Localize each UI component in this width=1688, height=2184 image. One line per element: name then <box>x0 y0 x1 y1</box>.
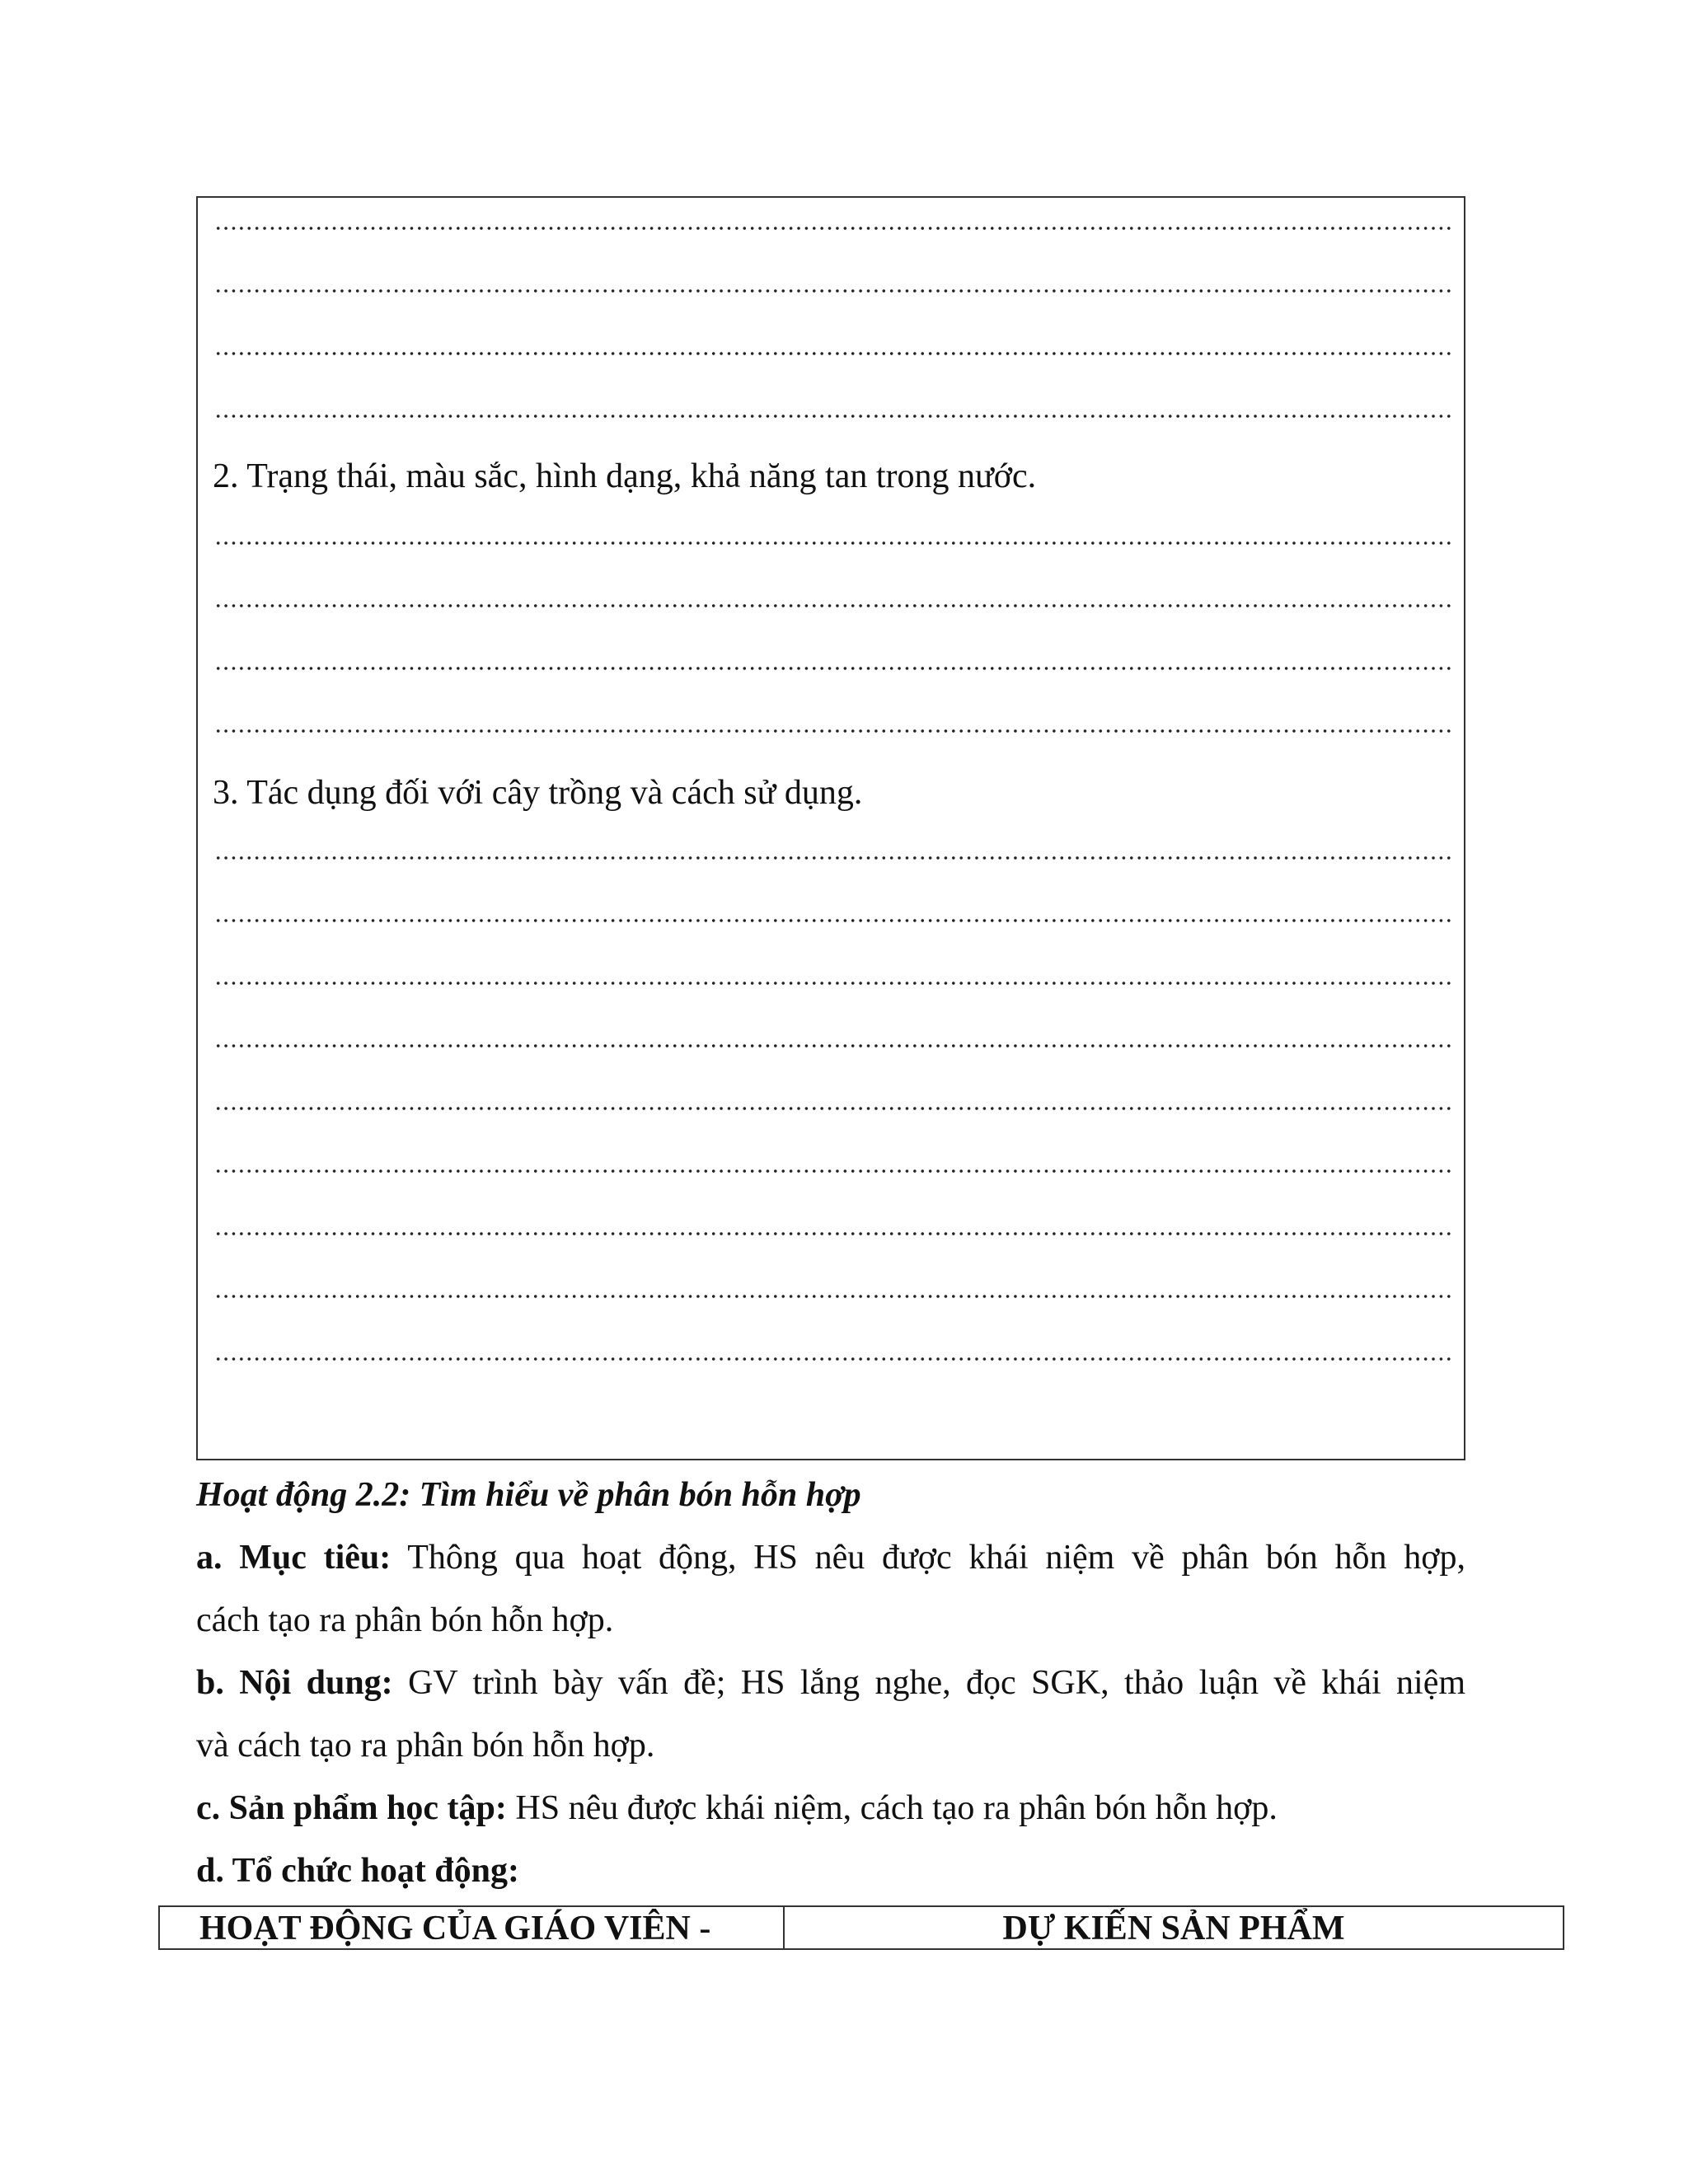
dotted-answer-line[interactable] <box>214 597 1451 615</box>
section-3-heading: 3. Tác dụng đối với cây trồng và cách sử dụng. <box>213 774 863 812</box>
content-line-2: và cách tạo ra phân bón hỗn hợp. <box>196 1727 655 1765</box>
dotted-answer-line[interactable] <box>214 534 1451 552</box>
dotted-answer-line[interactable] <box>214 722 1451 740</box>
dotted-answer-line[interactable] <box>214 344 1451 363</box>
product-label: c. Sản phẩm học tập: <box>196 1789 507 1827</box>
dotted-answer-line[interactable] <box>214 659 1451 677</box>
section-2-heading: 2. Trạng thái, màu sắc, hình dạng, khả năng tan trong nước. <box>213 457 1037 495</box>
goal-line-2: cách tạo ra phân bón hỗn hợp. <box>196 1601 614 1639</box>
expected-product-header: DỰ KIẾN SẢN PHẨM <box>1002 1910 1345 1947</box>
dotted-answer-line[interactable] <box>214 1162 1451 1180</box>
dotted-answer-line[interactable] <box>214 974 1451 992</box>
dotted-answer-line[interactable] <box>214 912 1451 930</box>
dotted-answer-line[interactable] <box>214 219 1451 237</box>
product-line <box>196 1777 1278 1840</box>
activity-table-header <box>158 1905 1564 1950</box>
dotted-answer-line[interactable] <box>214 1099 1451 1118</box>
goal-label: a. Mục tiêu: <box>196 1539 392 1577</box>
organize-label: d. Tổ chức hoạt động: <box>196 1852 520 1890</box>
dotted-answer-line[interactable] <box>214 1350 1451 1368</box>
goal-text: Thông qua hoạt động, HS nêu được khái niệm về phân bón hỗn hợp, <box>407 1539 1465 1577</box>
dotted-answer-line[interactable] <box>214 849 1451 867</box>
answer-worksheet-box <box>196 196 1465 1460</box>
teacher-activity-header: HOẠT ĐỘNG CỦA GIÁO VIÊN - <box>160 1907 785 1948</box>
dotted-answer-line[interactable] <box>214 407 1451 425</box>
activity-section <box>196 1464 1465 1958</box>
activity-title: Hoạt động 2.2: Tìm hiểu về phân bón hỗn hợp <box>196 1476 861 1514</box>
content-label: b. Nội dung: <box>196 1664 393 1702</box>
product-text: HS nêu được khái niệm, cách tạo ra phân bón hỗn hợp. <box>515 1789 1278 1827</box>
dotted-answer-line[interactable] <box>214 1037 1451 1055</box>
goal-line-1 <box>196 1526 1465 1589</box>
dotted-answer-line[interactable] <box>214 282 1451 300</box>
dotted-answer-line[interactable] <box>214 1225 1451 1243</box>
content-text: GV trình bày vấn đề; HS lắng nghe, đọc SGK, thảo luận về khái niệm <box>408 1664 1466 1702</box>
dotted-answer-line[interactable] <box>214 1287 1451 1305</box>
content-line-1 <box>196 1652 1465 1714</box>
